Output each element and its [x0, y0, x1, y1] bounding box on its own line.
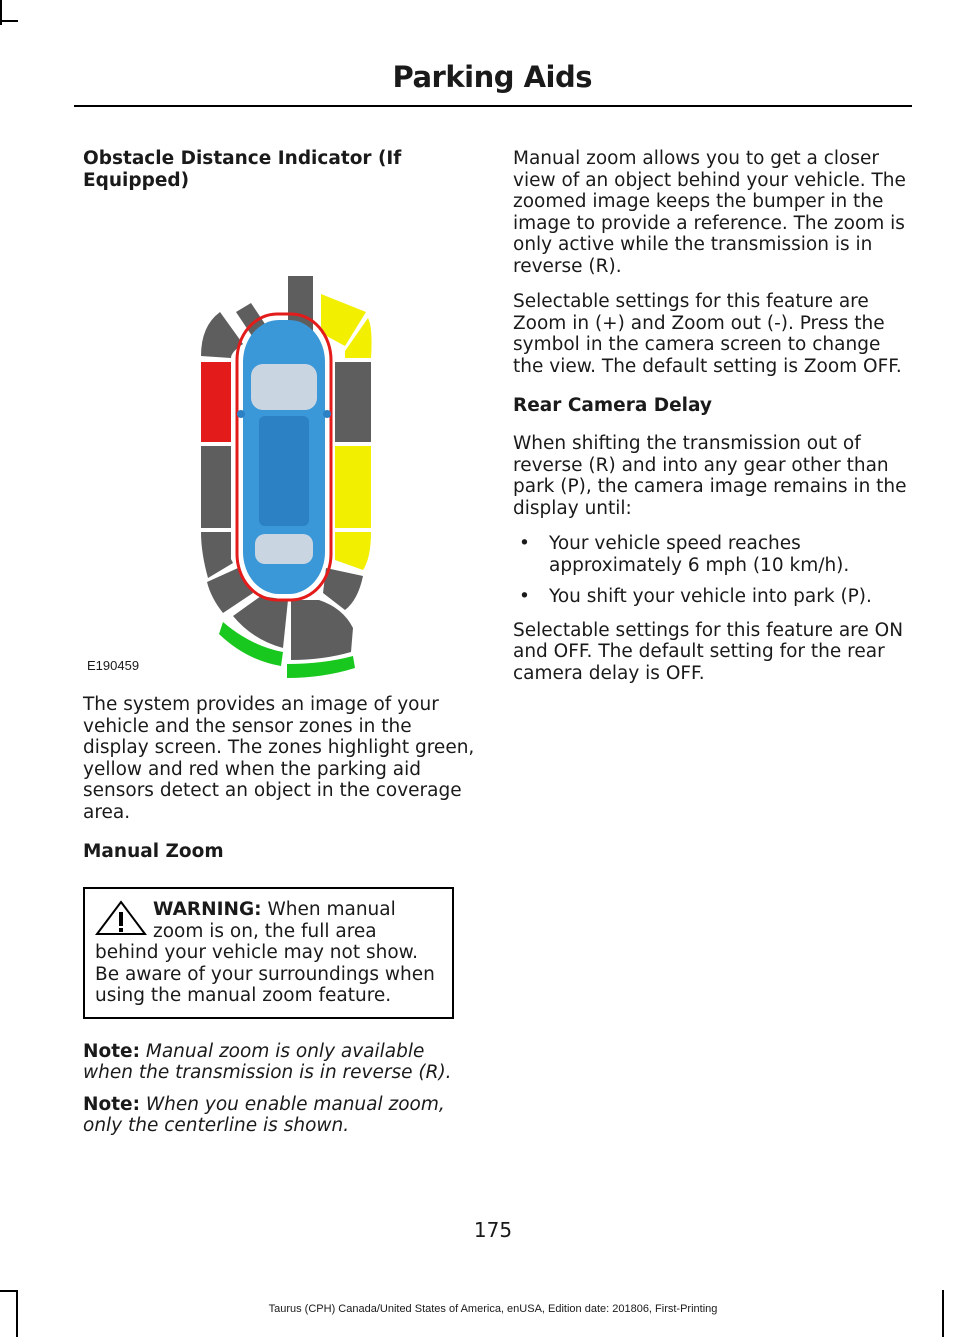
car-mirror-right: [323, 410, 331, 418]
bullet-icon: •: [519, 533, 530, 554]
right-zone-2: [335, 446, 371, 528]
bullet-list: [513, 533, 911, 608]
left-zone-2: [201, 446, 231, 528]
list-item: [513, 586, 911, 608]
section-heading: Rear Camera Delay: [513, 395, 712, 416]
note-label: Note:: [83, 1040, 140, 1062]
note: [83, 1094, 478, 1137]
body-paragraph: Manual zoom allows you to get a closer view of an object behind your vehicle. The zoomed image keeps the bumper in the image to provide a reference. The zoom is only active while the transmission is in reverse (R).: [513, 148, 906, 277]
list-item: [513, 533, 911, 576]
left-zone-1: [201, 362, 231, 442]
left-column: [83, 148, 478, 1147]
car-rear-window: [255, 534, 313, 564]
footer-text: Taurus (CPH) Canada/United States of America, enUSA, Edition date: 201806, First-Printing: [268, 1303, 718, 1315]
body-paragraph: Selectable settings for this feature are Zoom in (+) and Zoom out (-). Press the symbol in the camera screen to change the view. The default setting is Zoom OFF.: [513, 291, 902, 377]
section-heading: Obstacle Distance Indicator (If Equipped): [83, 148, 402, 191]
car-mirror-left: [237, 410, 245, 418]
body-paragraph: When shifting the transmission out of reverse (R) and into any gear other than park (P), the camera image remains in the display until:: [513, 433, 907, 519]
page-number: 175: [473, 1218, 513, 1242]
header-divider: [74, 105, 912, 107]
note-text: When you enable manual zoom, only the centerline is shown.: [83, 1093, 445, 1136]
sensor-zone-diagram: [83, 208, 478, 682]
right-column: [513, 148, 911, 698]
list-item-text: You shift your vehicle into park (P).: [549, 586, 872, 607]
rear-zone-center: [291, 600, 353, 660]
rear-zone-left-outer: [207, 568, 253, 613]
figure-id: E190459: [87, 657, 140, 673]
body-paragraph: Selectable settings for this feature are ON and OFF. The default setting for the rear camera delay is OFF.: [513, 619, 904, 684]
right-zone-1: [335, 362, 371, 442]
page-title: Parking Aids: [392, 60, 592, 94]
left-zone-3: [201, 532, 233, 578]
car-windshield: [251, 364, 317, 410]
car-roof: [259, 416, 309, 526]
list-item-text: Your vehicle speed reaches approximately 6 mph (10 km/h).: [549, 533, 850, 576]
note: [83, 1041, 478, 1084]
bullet-icon: •: [519, 586, 530, 607]
rear-zone-right-outer: [323, 568, 363, 610]
note-label: Note:: [83, 1093, 140, 1115]
warning-box: [83, 887, 454, 1019]
obstacle-distance-figure: [83, 208, 478, 682]
body-paragraph: The system provides an image of your vehicle and the sensor zones in the display screen. The zones highlight green, yellow and red when the parking aid sensors detect an object in the coverage area.: [83, 694, 475, 823]
warning-text: When manual zoom is on, the full area behind your vehicle may not show. Be aware of your surroundings when using the manual zoom feature.: [95, 899, 435, 1006]
note-text: Manual zoom is only available when the transmission is in reverse (R).: [83, 1040, 452, 1083]
crop-mark: [0, 20, 18, 22]
warning-triangle-icon: [93, 899, 149, 937]
warning-label: WARNING:: [153, 899, 262, 920]
right-zone-3: [335, 532, 371, 570]
section-heading: Manual Zoom: [83, 841, 224, 862]
